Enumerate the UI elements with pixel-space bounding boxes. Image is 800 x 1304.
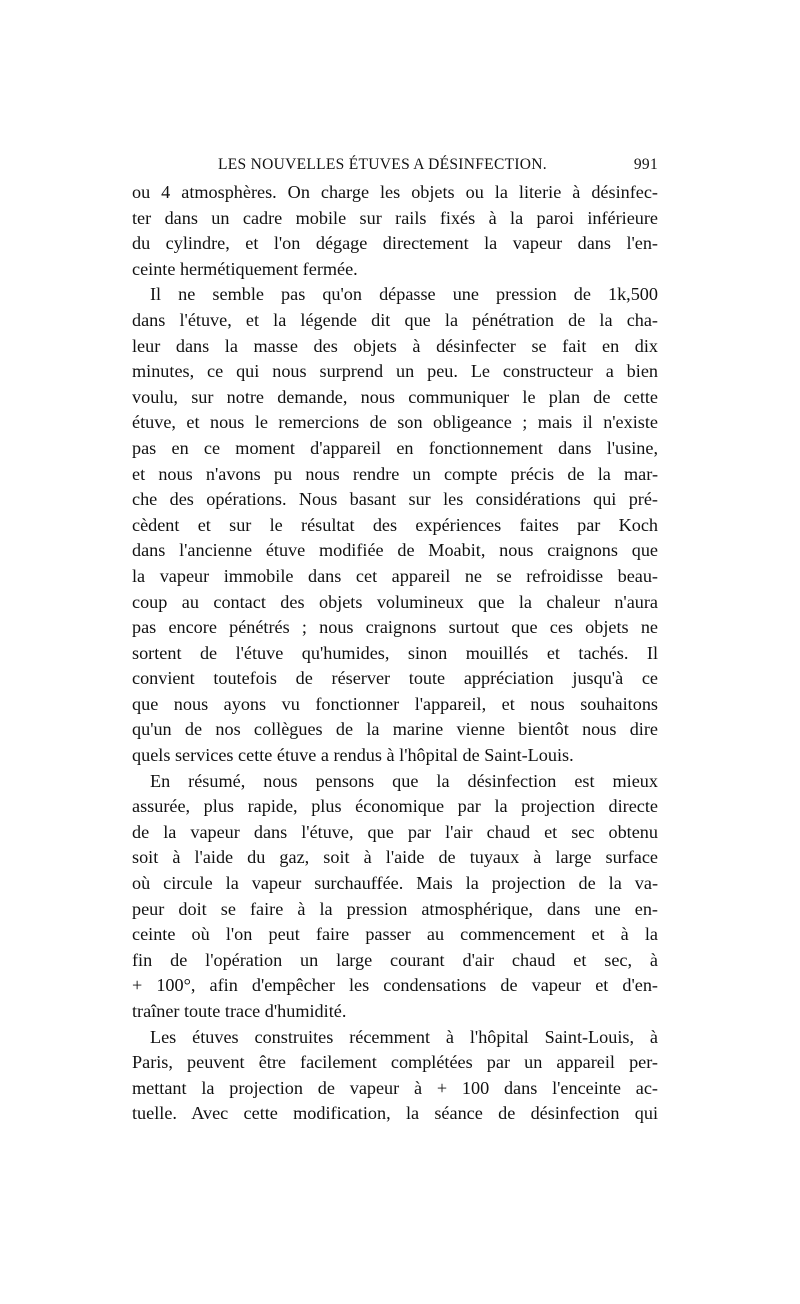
- text-line: ceinte où l'on peut faire passer au commencement et à la: [132, 924, 658, 945]
- text-line: pas en ce moment d'appareil en fonctionnement dans l'usine,: [132, 437, 658, 458]
- text-line: qu'un de nos collègues de la marine vienne bientôt nous dire: [132, 719, 658, 740]
- text-line: du cylindre, et l'on dégage directement la vapeur dans l'en-: [132, 233, 658, 254]
- running-head: [132, 150, 658, 180]
- paragraph: [132, 1025, 658, 1127]
- text-line: voulu, sur notre demande, nous communiquer le plan de cette: [132, 386, 658, 407]
- text-line: minutes, ce qui nous surprend un peu. Le constructeur a bien: [132, 361, 658, 382]
- text-line: cèdent et sur le résultat des expériences faites par Koch: [132, 514, 658, 535]
- text-line: traîner toute trace d'humidité.: [132, 1001, 347, 1021]
- text-line: étuve, et nous le remercions de son obligeance ; mais il n'existe: [132, 412, 658, 433]
- body-text: [132, 180, 658, 1127]
- text-line: dans l'étuve, et la légende dit que la pénétration de la cha-: [132, 309, 658, 330]
- text-line: che des opérations. Nous basant sur les considérations qui pré-: [132, 489, 658, 510]
- text-line: et nous n'avons pu nous rendre un compte précis de la mar-: [132, 463, 658, 484]
- text-line: assurée, plus rapide, plus économique par la projection directe: [132, 796, 658, 817]
- text-line: où circule la vapeur surchauffée. Mais la projection de la va-: [132, 873, 658, 894]
- text-line: leur dans la masse des objets à désinfecter se fait en dix: [132, 335, 658, 356]
- paragraph: [132, 180, 658, 282]
- page-number: 991: [633, 156, 658, 173]
- text-line: Paris, peuvent être facilement complétées par un appareil per-: [132, 1052, 658, 1073]
- paragraph: [132, 769, 658, 1025]
- text-line: sortent de l'étuve qu'humides, sinon mouillés et tachés. Il: [132, 642, 658, 663]
- text-line: Les étuves construites récemment à l'hôpital Saint-Louis, à: [150, 1026, 658, 1047]
- text-line: dans l'ancienne étuve modifiée de Moabit, nous craignons que: [132, 540, 658, 561]
- text-line: mettant la projection de vapeur à + 100 dans l'enceinte ac-: [132, 1077, 658, 1098]
- book-page: [132, 150, 658, 1127]
- text-line: ou 4 atmosphères. On charge les objets ou la literie à désinfec-: [132, 182, 658, 202]
- text-line: tuelle. Avec cette modification, la séance de désinfection qui: [132, 1103, 658, 1124]
- text-line: Il ne semble pas qu'on dépasse une pression de 1k,500: [150, 284, 658, 305]
- text-line: de la vapeur dans l'étuve, que par l'air chaud et sec obtenu: [132, 821, 658, 842]
- text-line: soit à l'aide du gaz, soit à l'aide de tuyaux à large surface: [132, 847, 658, 868]
- running-head-title: LES NOUVELLES ÉTUVES A DÉSINFECTION.: [218, 156, 547, 173]
- text-line: que nous ayons vu fonctionner l'appareil, et nous souhaitons: [132, 693, 658, 714]
- text-line: + 100°, afin d'empêcher les condensations de vapeur et d'en-: [132, 975, 658, 996]
- text-line: fin de l'opération un large courant d'air chaud et sec, à: [132, 949, 658, 970]
- text-line: pas encore pénétrés ; nous craignons surtout que ces objets ne: [132, 617, 658, 638]
- text-line: convient toutefois de réserver toute appréciation jusqu'à ce: [132, 668, 658, 689]
- text-line: quels services cette étuve a rendus à l'hôpital de Saint-Louis.: [132, 745, 574, 766]
- text-line: la vapeur immobile dans cet appareil ne se refroidisse beau-: [132, 565, 658, 586]
- text-line: En résumé, nous pensons que la désinfection est mieux: [150, 770, 658, 791]
- text-line: ceinte hermétiquement fermée.: [132, 258, 358, 279]
- text-line: peur doit se faire à la pression atmosphérique, dans une en-: [132, 898, 658, 919]
- text-line: coup au contact des objets volumineux que la chaleur n'aura: [132, 591, 658, 612]
- paragraph: [132, 282, 658, 768]
- text-line: ter dans un cadre mobile sur rails fixés à la paroi inférieure: [132, 207, 658, 228]
